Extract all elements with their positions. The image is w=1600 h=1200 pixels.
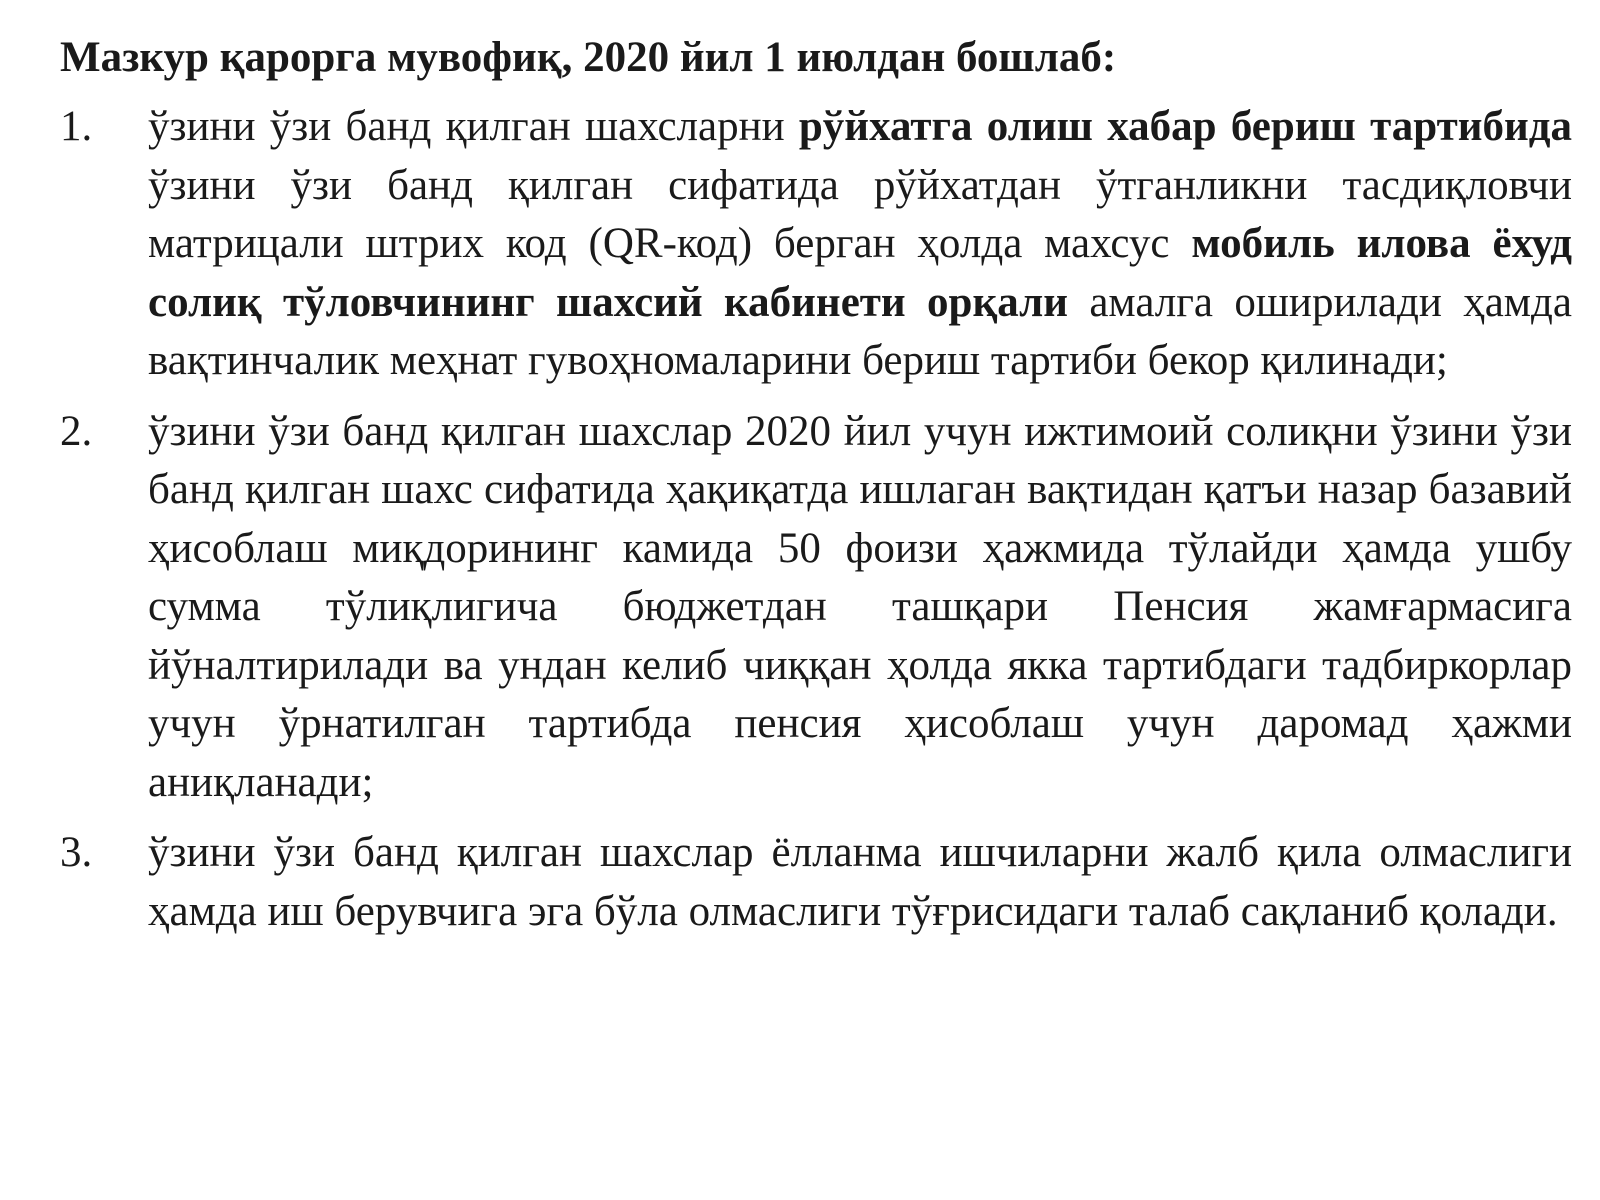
list-item-2 — [60, 403, 1572, 813]
item-text: ўзини ўзи банд қилган шахслар 2020 йил учун ижтимоий солиқни ўзини ўзи банд қилган шахс сифатида ҳақиқатда ишлаган вақтидан қатъи назар базавий ҳисоблаш миқдорининг камида 50 фоизи ҳажмида тўлайди ҳамда ушбу сумма тўлиқлигича бюджетдан ташқари Пенсия жамғармасига йўналтирилади ва ундан келиб чиққан ҳолда якка тартибдаги тадбиркорлар учун ўрнатилган тартибда пенсия ҳисоблаш учун даромад ҳажми аниқланади; — [148, 407, 1572, 806]
item-text-segment: ўзини ўзи банд қилган сифатида рўйхатдан ўтганликни тасдиқловчи матрицали штрих код (QR-код) берган ҳолда махсус — [148, 161, 1572, 267]
list-item-1 — [60, 98, 1572, 391]
document-page — [60, 28, 1572, 953]
list-number: 1. — [60, 103, 93, 150]
numbered-list — [60, 98, 1572, 941]
document-heading: Мазкур қарорга мувофиқ, 2020 йил 1 июлдан бошлаб: — [60, 34, 1117, 81]
item-text-segment: ўзини ўзи банд қилган шахсларни — [148, 103, 799, 150]
list-number: 3. — [60, 829, 93, 876]
item-text: ўзини ўзи банд қилган шахслар ёлланма ишчиларни жалб қила олмаслиги ҳамда иш берувчига эга бўла олмаслиги тўғрисидаги талаб сақланиб қолади. — [148, 829, 1572, 935]
list-item-3 — [60, 824, 1572, 941]
item-bold-segment: мобиль илова ёхуд солиқ тўловчининг шахсий кабинети орқали — [148, 220, 1573, 326]
item-bold-segment: рўйхатга олиш хабар бериш тартибида — [798, 103, 1573, 150]
list-number: 2. — [60, 407, 93, 455]
item-text-segment: амалга оширилади ҳамда вақтинчалик меҳнат гувоҳномаларини бериш тартиби бекор қилинади; — [148, 278, 1572, 384]
